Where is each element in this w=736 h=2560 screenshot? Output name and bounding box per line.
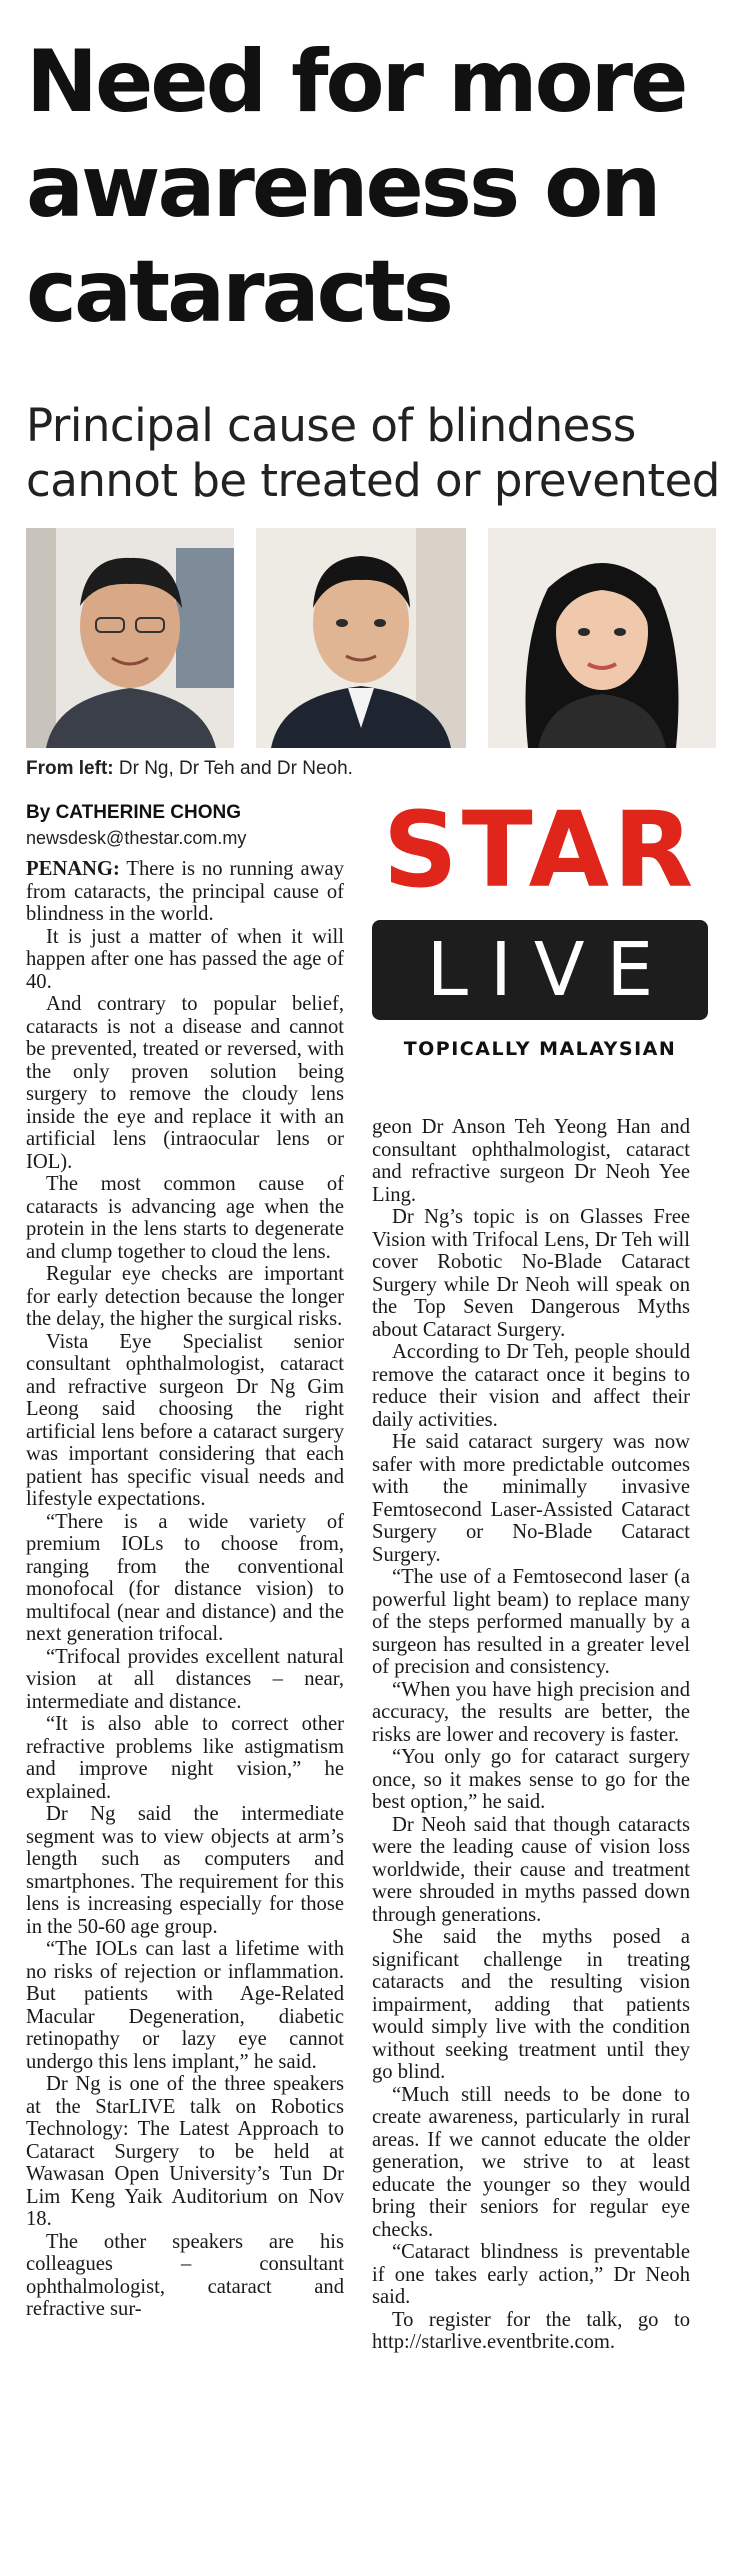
paragraph: He said cataract surgery was now safer with more predictable outcomes with the minimally invasive Femtosecond Laser-Assisted Cataract Surgery or No-Blade Cataract Surgery. (372, 1431, 690, 1566)
paragraph: Dr Ng’s topic is on Glasses Free Vision with Trifocal Lens, Dr Teh will cover Robotic No-Blade Cataract Surgery while Dr Neoh will speak on the Top Seven Dangerous Myths about Cataract Surgery. (372, 1206, 690, 1341)
body-column-2 (372, 1116, 690, 2354)
paragraph: Dr Ng is one of the three speakers at the StarLIVE talk on Robotics Technology: The Latest Approach to Cataract Surgery to be held at Wawasan Open University’s Tun Dr Lim Keng Yaik Auditorium on Nov 18. (26, 2073, 344, 2230)
paragraph: The other speakers are his colleagues – consultant ophthalmologist, cataract and refractive sur- (26, 2230, 344, 2320)
paragraph: “You only go for cataract surgery once, so it makes sense to go for the best option,” he said. (372, 1746, 690, 1813)
headline: Need for more awareness on cataracts (26, 32, 686, 342)
logo-tagline: TOPICALLY MALAYSIAN (403, 1038, 677, 1060)
author-email: newsdesk@thestar.com.my (26, 828, 247, 848)
paragraph: “Cataract blindness is preventable if one takes early action,” Dr Neoh said. (372, 2241, 690, 2308)
paragraph: “The use of a Femtosecond laser (a powerful light beam) to replace many of the steps performed manually by a surgeon has resulted in a greater level of precision and consistency. (372, 1566, 690, 1678)
photo-caption (26, 758, 716, 780)
paragraph: And contrary to popular belief, cataracts is not a disease and cannot be prevented, treated or reversed, with the only proven solution being surgery to remove the cloudy lens inside the eye and replace it with an artificial lens (intraocular lens or IOL). (26, 993, 344, 1173)
paragraph: “Much still needs to be done to create awareness, particularly in rural areas. If we cannot educate the older generation, we strive to at least educate the younger so they would bring their seniors for regular eye checks. (372, 2083, 690, 2241)
paragraph: According to Dr Teh, people should remove the cataract once it begins to reduce their vision and affect their daily activities. (372, 1341, 690, 1431)
photo-dr-teh (256, 528, 466, 748)
logo-live-box (372, 920, 708, 1020)
caption-lead: From left: (26, 758, 114, 779)
paragraph: To register for the talk, go to http://starlive.eventbrite.com. (372, 2308, 690, 2353)
paragraph: Dr Neoh said that though cataracts were the leading cause of vision loss worldwide, their cause and treatment were shrouded in myths passed down through generations. (372, 1813, 690, 1926)
paragraph (26, 858, 344, 926)
paragraph: “The IOLs can last a lifetime with no risks of rejection or inflammation. But patients with Age-Related Macular Degeneration, diabetic retinopathy or lazy eye cannot undergo this lens implant,” he said. (26, 1938, 344, 2073)
body-column-1 (26, 858, 344, 2321)
photo-dr-neoh (488, 528, 716, 748)
subheadline: Principal cause of blindness cannot be treated or prevented (26, 399, 720, 507)
starlive-logo (372, 789, 708, 1110)
caption-text: Dr Ng, Dr Teh and Dr Neoh. (113, 758, 353, 779)
paragraph: She said the myths posed a significant challenge in treating cataracts and the resulting vision impairment, adding that patients would simply live with the condition without seeking treatment until they go blind. (372, 1926, 690, 2083)
paragraph: The most common cause of cataracts is advancing age when the protein in the lens starts to degenerate and clump together to cloud the lens. (26, 1173, 344, 1263)
logo-star-text: STAR (382, 789, 698, 911)
author: By CATHERINE CHONG (26, 802, 241, 823)
paragraph: “It is also able to correct other refractive problems like astigmatism and improve night vision,” he explained. (26, 1713, 344, 1803)
paragraph: Regular eye checks are important for early detection because the longer the delay, the higher the surgical risks. (26, 1263, 344, 1330)
paragraph: Vista Eye Specialist senior consultant ophthalmologist, cataract and refractive surgeon Dr Ng Gim Leong said choosing the right artificial lens before a cataract surgery was important considering that each patient has specific visual needs and lifestyle expectations. (26, 1330, 344, 1510)
paragraph: Dr Ng said the intermediate segment was to view objects at arm’s length such as computers and smartphones. The requirement for this lens is increasing especially for those in the 50-60 age group. (26, 1803, 344, 1938)
paragraph: “There is a wide variety of premium IOLs to choose from, ranging from the conventional monofocal (for distance vision) to multifocal (near and distance) and the next generation trifocal. (26, 1510, 344, 1645)
paragraph: “When you have high precision and accuracy, the results are better, the risks are lower and recovery is faster. (372, 1678, 690, 1746)
paragraph: geon Dr Anson Teh Yeong Han and consultant ophthalmologist, cataract and refractive surgeon Dr Neoh Yee Ling. (372, 1116, 690, 1206)
byline (26, 800, 356, 850)
logo-live-text: LIVE (426, 927, 676, 1013)
photo-dr-ng (26, 528, 234, 748)
paragraph-text: There is no running away from cataracts, the principal cause of blindness in the world. (26, 858, 344, 925)
paragraph: It is just a matter of when it will happen after one has passed the age of 40. (26, 925, 344, 993)
paragraph: “Trifocal provides excellent natural vision at all distances – near, intermediate and distance. (26, 1645, 344, 1713)
dateline: PENANG: (26, 858, 120, 880)
photo-strip (26, 528, 716, 748)
